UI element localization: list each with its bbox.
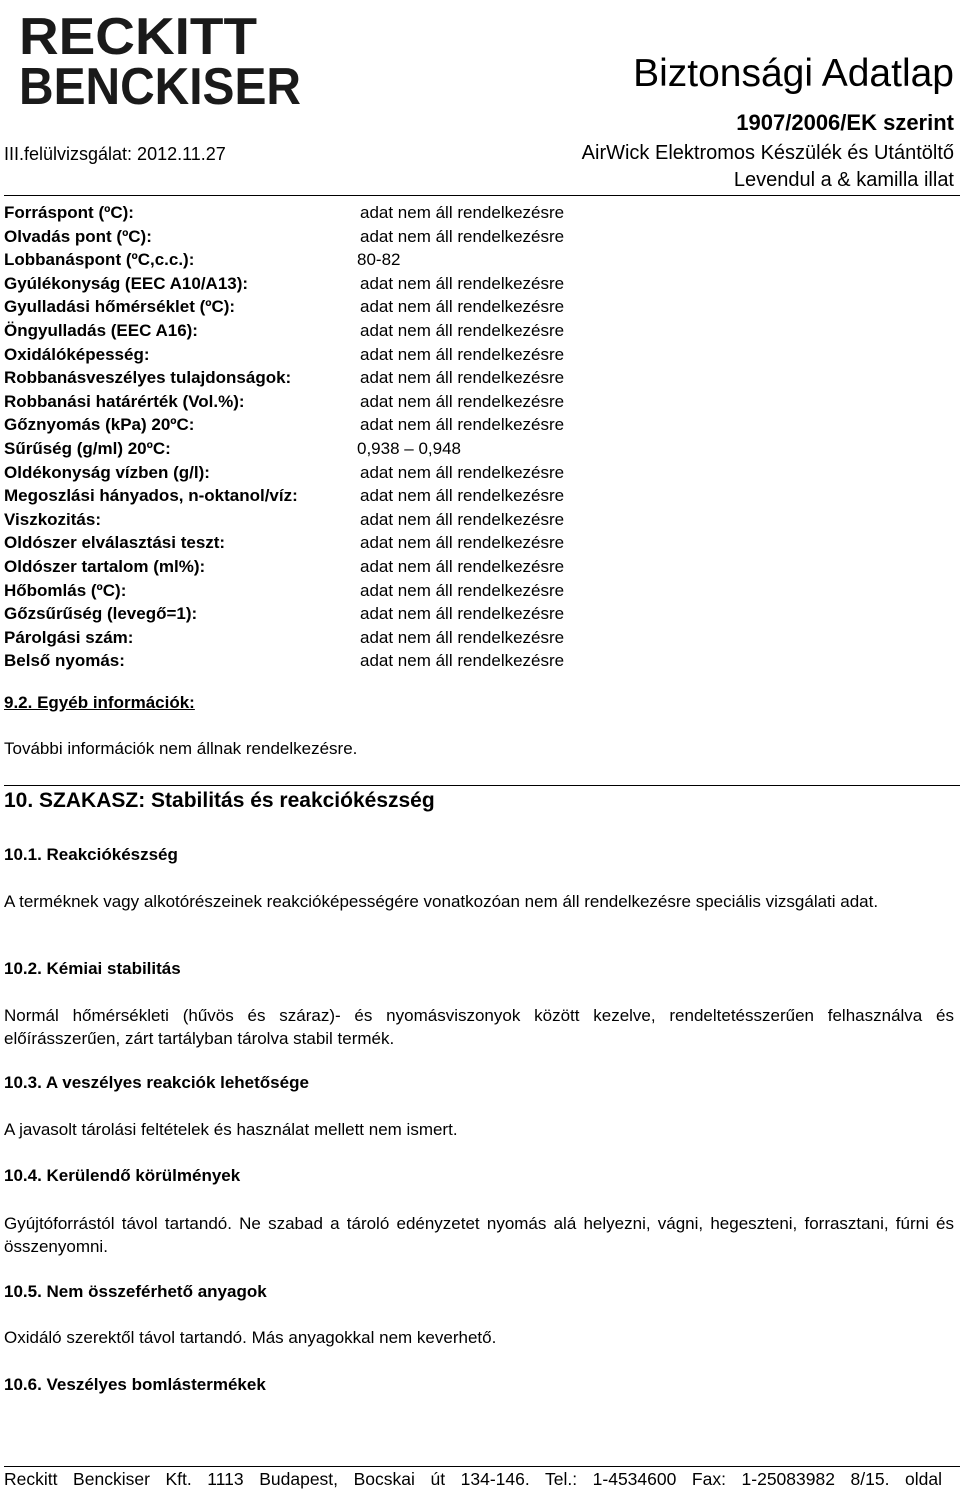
property-value: adat nem áll rendelkezésre bbox=[360, 604, 565, 624]
property-value: adat nem áll rendelkezésre bbox=[360, 651, 565, 671]
section-10-divider bbox=[4, 785, 960, 786]
page-footer: Reckitt Benckiser Kft. 1113 Budapest, Bocskai út 134-146. Tel.: 1-4534600 Fax: 1-25083982 8/15. oldal bbox=[4, 1469, 942, 1489]
property-value: adat nem áll rendelkezésre bbox=[360, 509, 565, 529]
property-value: adat nem áll rendelkezésre bbox=[360, 533, 565, 553]
property-label: Robbanásveszélyes tulajdonságok: bbox=[4, 368, 292, 388]
heading-10-1: 10.1. Reakciókészség bbox=[4, 845, 178, 864]
product-name: AirWick Elektromos Készülék és Utántöltő bbox=[581, 142, 954, 164]
section-10-title: 10. SZAKASZ: Stabilitás és reakciókészség bbox=[4, 789, 435, 812]
property-label: Forráspont (ºC): bbox=[4, 203, 134, 222]
para-10-2: Normál hőmérsékleti (hűvös és száraz)- és nyomásviszonyok között kezelve, rendeltetésszerűen felhasználva és előírásszerűen, zárt tartályban tárolva stabil termék. bbox=[4, 1006, 954, 1048]
para-10-5: Oxidáló szerektől távol tartandó. Más anyagokkal nem keverhető. bbox=[4, 1328, 497, 1347]
regulation-label: 1907/2006/EK szerint bbox=[736, 110, 954, 135]
property-label: Olvadás pont (ºC): bbox=[4, 226, 152, 246]
logo-line-2: BENCKISER bbox=[19, 58, 301, 108]
property-value: 80-82 bbox=[357, 250, 401, 270]
property-label: Párolgási szám: bbox=[4, 627, 134, 647]
footer-divider bbox=[4, 1466, 960, 1467]
heading-10-5: 10.5. Nem összeférhető anyagok bbox=[4, 1282, 267, 1301]
document-title: Biztonsági Adatlap bbox=[633, 52, 954, 95]
section-9-2-text: További információk nem állnak rendelkezésre. bbox=[4, 739, 358, 758]
property-label: Gőznyomás (kPa) 20ºC: bbox=[4, 415, 195, 435]
property-label: Oldószer tartalom (ml%): bbox=[4, 556, 206, 576]
heading-10-3: 10.3. A veszélyes reakciók lehetősége bbox=[4, 1073, 309, 1092]
property-value: adat nem áll rendelkezésre bbox=[360, 462, 565, 482]
heading-10-6: 10.6. Veszélyes bomlástermékek bbox=[4, 1375, 266, 1394]
property-value: adat nem áll rendelkezésre bbox=[360, 273, 565, 293]
para-10-3: A javasolt tárolási feltételek és használat mellett nem ismert. bbox=[4, 1120, 458, 1139]
para-10-4: Gyújtóforrástól távol tartandó. Ne szabad a tároló edényzetet nyomás alá helyezni, vágni, hegeszteni, forrasztani, fúrni és összenyomni. bbox=[4, 1214, 954, 1256]
property-label: Öngyulladás (EEC A16): bbox=[4, 320, 198, 340]
heading-10-4: 10.4. Kerülendő körülmények bbox=[4, 1166, 241, 1185]
property-label: Gyulladási hőmérséklet (ºC): bbox=[4, 297, 236, 317]
property-label: Lobbanáspont (ºC,c.c.): bbox=[4, 250, 195, 270]
property-value: adat nem áll rendelkezésre bbox=[360, 486, 565, 506]
property-label: Oldószer elválasztási teszt: bbox=[4, 533, 226, 553]
property-value: adat nem áll rendelkezésre bbox=[360, 203, 565, 222]
property-value: adat nem áll rendelkezésre bbox=[360, 580, 565, 600]
product-variant: Levendul a & kamilla illat bbox=[733, 169, 954, 191]
property-value: adat nem áll rendelkezésre bbox=[360, 297, 565, 317]
revision-date: III.felülvizsgálat: 2012.11.27 bbox=[4, 144, 226, 164]
company-logo bbox=[16, 8, 306, 108]
property-label: Oxidálóképesség: bbox=[4, 344, 150, 364]
property-label: Viszkozitás: bbox=[4, 509, 102, 529]
para-10-1: A terméknek vagy alkotórészeinek reakcióképességére vonatkozóan nem áll rendelkezésre speciális vizsgálati adat. bbox=[4, 892, 879, 911]
property-value: adat nem áll rendelkezésre bbox=[360, 627, 565, 647]
property-label: Oldékonyság vízben (g/l): bbox=[4, 462, 210, 482]
logo-line-1: RECKITT bbox=[19, 8, 258, 66]
heading-10-2: 10.2. Kémiai stabilitás bbox=[4, 959, 181, 978]
property-label: Sűrűség (g/ml) 20ºC: bbox=[4, 438, 171, 458]
property-value: 0,938 – 0,948 bbox=[357, 438, 461, 458]
section-9-2-heading: 9.2. Egyéb információk: bbox=[4, 693, 195, 712]
property-value: adat nem áll rendelkezésre bbox=[360, 415, 565, 435]
property-value: adat nem áll rendelkezésre bbox=[360, 226, 565, 246]
property-label: Hőbomlás (ºC): bbox=[4, 580, 127, 600]
property-label: Belső nyomás: bbox=[4, 651, 125, 671]
property-value: adat nem áll rendelkezésre bbox=[360, 344, 565, 364]
property-label: Megoszlási hányados, n-oktanol/víz: bbox=[4, 486, 298, 506]
property-value: adat nem áll rendelkezésre bbox=[360, 556, 565, 576]
header-divider bbox=[4, 195, 960, 196]
property-value: adat nem áll rendelkezésre bbox=[360, 320, 565, 340]
property-value: adat nem áll rendelkezésre bbox=[360, 368, 565, 388]
property-label: Gyúlékonyság (EEC A10/A13): bbox=[4, 273, 249, 293]
property-label: Robbanási határérték (Vol.%): bbox=[4, 391, 245, 411]
property-label: Gőzsűrűség (levegő=1): bbox=[4, 604, 198, 624]
property-value: adat nem áll rendelkezésre bbox=[360, 391, 565, 411]
